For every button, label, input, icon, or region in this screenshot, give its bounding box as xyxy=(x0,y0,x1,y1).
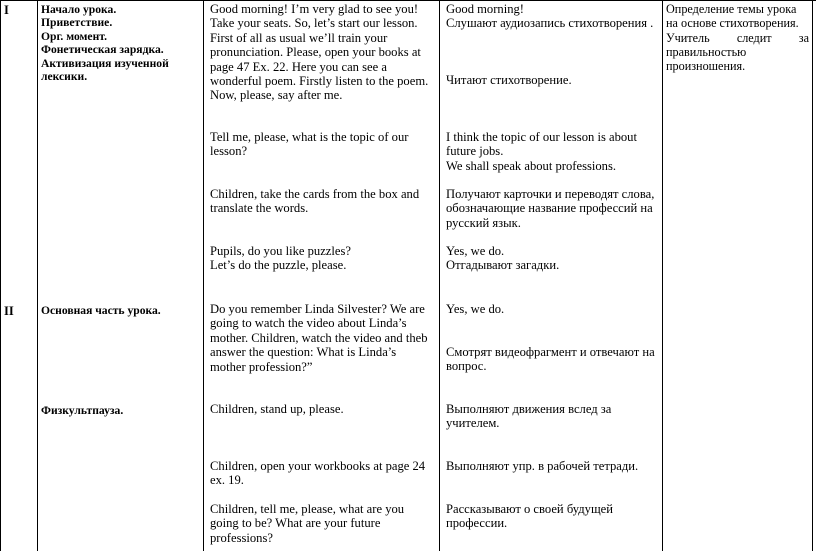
notes-word: Учитель xyxy=(666,31,710,45)
row-number: II xyxy=(4,304,14,318)
pupils-topic-answer: I think the topic of our lesson is about future jobs. We shall speak about professions. xyxy=(446,130,637,173)
teacher-professions-question: Children, tell me, please, what are you going to be? What are your future professions? xyxy=(210,502,405,545)
pupils-puzzle-text: Yes, we do. Отгадывают загадки. xyxy=(446,244,560,273)
teacher-cards-task: Children, take the cards from the box and translate the words. xyxy=(210,187,420,216)
table-column-divider xyxy=(37,0,38,551)
table-column-divider xyxy=(662,0,663,551)
table-column-divider xyxy=(0,0,1,551)
teacher-workbook-task: Children, open your workbooks at page 24 ex. 19. xyxy=(210,459,426,488)
teacher-topic-question: Tell me, please, what is the topic of our lesson? xyxy=(210,130,409,159)
table-column-divider xyxy=(812,0,813,551)
teacher-greeting-text: Good morning! I’m very glad to see you! Take your seats. So, let’s start our lesson. First of all as usual we’ll train your pronunciation. Please, open your books at page 47 Ex. 22. Here you can see a wonderful poem. Firstly listen to the poem. Now, please, say after me. xyxy=(210,2,429,103)
pupils-video-answer: Yes, we do. xyxy=(446,302,505,316)
pupils-listen-text: Good morning! Слушают аудиозапись стихотворения . xyxy=(446,2,654,31)
stage-main: Основная часть урока. xyxy=(41,304,161,317)
notes-teacher-line xyxy=(666,31,809,45)
pupils-workbook-text: Выполняют упр. в рабочей тетради. xyxy=(446,459,639,473)
notes-word: следит xyxy=(736,31,772,45)
notes-topic-definition: Определение темы урока на основе стихотворения. xyxy=(666,2,799,31)
teacher-video-task: Do you remember Linda Silvester? We are going to watch the video about Linda’s mother. Children, watch the video and theb answer the question: What is Linda’s mother profession?” xyxy=(210,302,428,374)
row-number: I xyxy=(4,3,9,17)
table-column-divider xyxy=(203,0,204,551)
notes-word: за xyxy=(798,31,809,45)
pupils-movement-text: Выполняют движения вслед за учителем. xyxy=(446,402,612,431)
teacher-stand-up: Children, stand up, please. xyxy=(210,402,344,416)
table-column-divider xyxy=(439,0,440,551)
teacher-puzzle-task: Pupils, do you like puzzles? Let’s do the puzzle, please. xyxy=(210,244,351,273)
stage-break: Физкультпауза. xyxy=(41,404,124,417)
stage-intro: Начало урока. Приветствие. Орг. момент. Фонетическая зарядка. Активизация изученной лексики. xyxy=(41,3,169,84)
table-top-border xyxy=(0,0,816,1)
pupils-read-text: Читают стихотворение. xyxy=(446,73,572,87)
pupils-cards-text: Получают карточки и переводят слова, обозначающие название профессий на русский язык. xyxy=(446,187,655,230)
pupils-profession-text: Рассказывают о своей будущей профессии. xyxy=(446,502,613,531)
notes-pronunciation: правильностью произношения. xyxy=(666,45,747,74)
pupils-video-text: Смотрят видеофрагмент и отвечают на вопрос. xyxy=(446,345,655,374)
